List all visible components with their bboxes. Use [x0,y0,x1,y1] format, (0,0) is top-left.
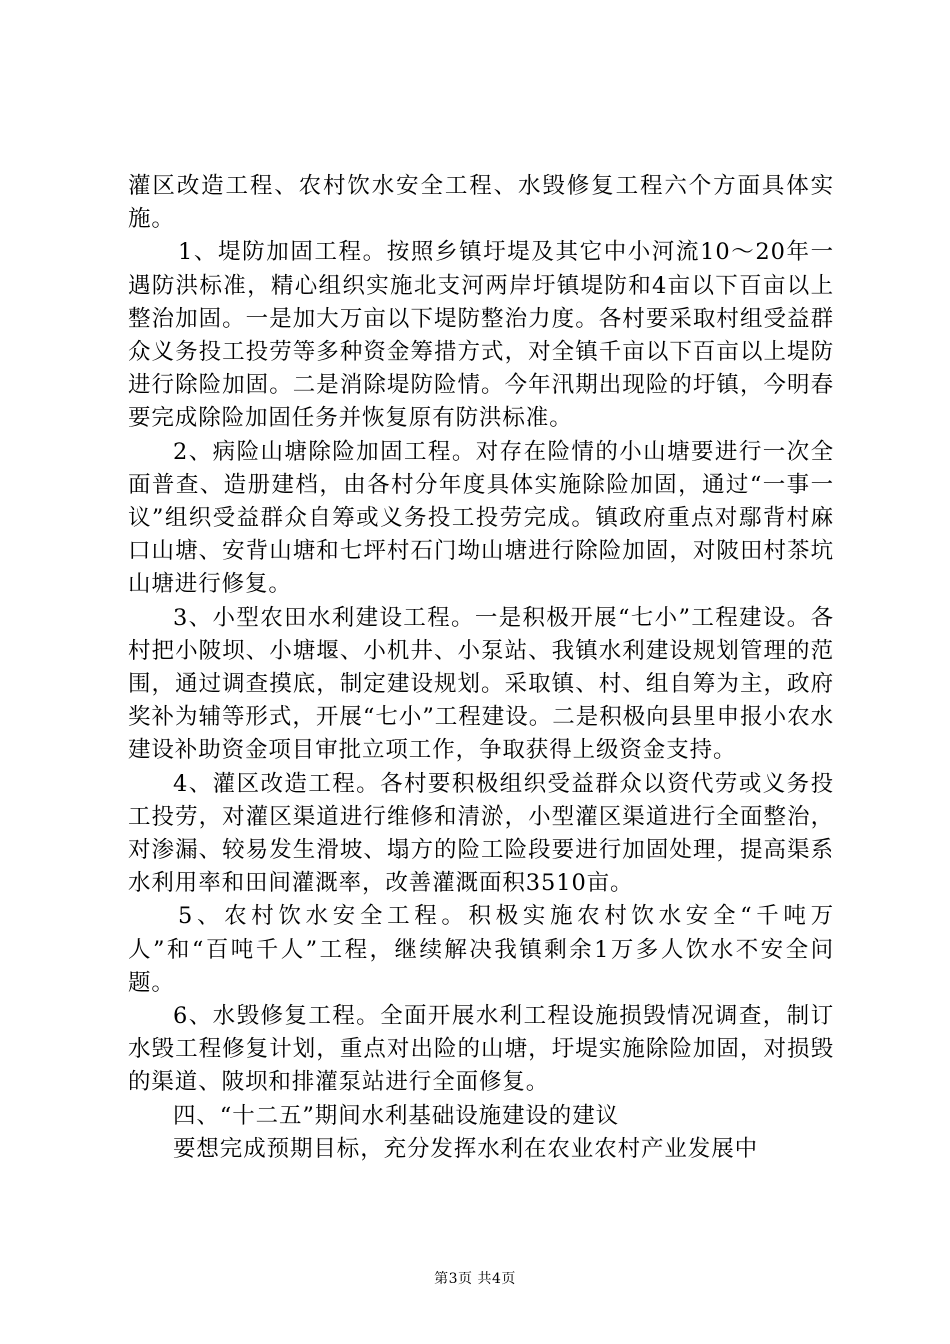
paragraph-continuation: 灌区改造工程、农村饮水安全工程、水毁修复工程六个方面具体实施。 [128,173,834,233]
paragraph-drinking-water: 5、农村饮水安全工程。积极实施农村饮水安全“千吨万人”和“百吨千人”工程，继续解决我镇剩余1万多人饮水不安全问题。 [128,903,834,996]
paragraph-suggestions-intro: 要想完成预期目标，充分发挥水利在农业农村产业发展中 [173,1135,759,1162]
page-number-footer: 第3页 共4页 [434,1271,516,1287]
paragraph-flood-damage-repair: 6、水毁修复工程。全面开展水利工程设施损毁情况调查，制订水毁工程修复计划，重点对出险的山塘，圩堤实施除险加固，对损毁的渠道、陂坝和排灌泵站进行全面修复。 [128,1003,834,1096]
paragraph-small-irrigation: 3、小型农田水利建设工程。一是积极开展“七小”工程建设。各村把小陂坝、小塘堰、小机井、小泵站、我镇水利建设规划管理的范围，通过调查摸底，制定建设规划。采取镇、村、组自筹为主，政府奖补为辅等形式，开展“七小”工程建设。二是积极向县里申报小农水建设补助资金项目审批立项工作，争取获得上级资金支持。 [128,604,834,764]
paragraph-pond-reinforcement: 2、病险山塘除险加固工程。对存在险情的小山塘要进行一次全面普查、造册建档，由各村分年度具体实施除险加固，通过“一事一议”组织受益群众自筹或义务投工投劳完成。镇政府重点对鄢背村麻口山塘、安背山塘和七坪村石门坳山塘进行除险加固，对陂田村茶坑山塘进行修复。 [128,438,834,598]
section-heading-suggestions: 四、“十二五”期间水利基础设施建设的建议 [173,1102,620,1129]
paragraph-embankment: 1、堤防加固工程。按照乡镇圩堤及其它中小河流10～20年一遇防洪标准，精心组织实施北支河两岸圩镇堤防和4亩以下百亩以上整治加固。一是加大万亩以下堤防整治力度。各村要采取村组受益群众义务投工投劳等多种资金筹措方式，对全镇千亩以下百亩以上堤防进行除险加固。二是消除堤防险情。今年汛期出现险的圩镇，今明春要完成除险加固任务并恢复原有防洪标准。 [128,239,834,432]
paragraph-irrigation-district: 4、灌区改造工程。各村要积极组织受益群众以资代劳或义务投工投劳，对灌区渠道进行维修和清淤，小型灌区渠道进行全面整治，对渗漏、较易发生滑坡、塌方的险工险段要进行加固处理，提高渠系水利用率和田间灌溉率，改善灌溉面积3510亩。 [128,770,834,897]
document-body [128,170,834,1166]
